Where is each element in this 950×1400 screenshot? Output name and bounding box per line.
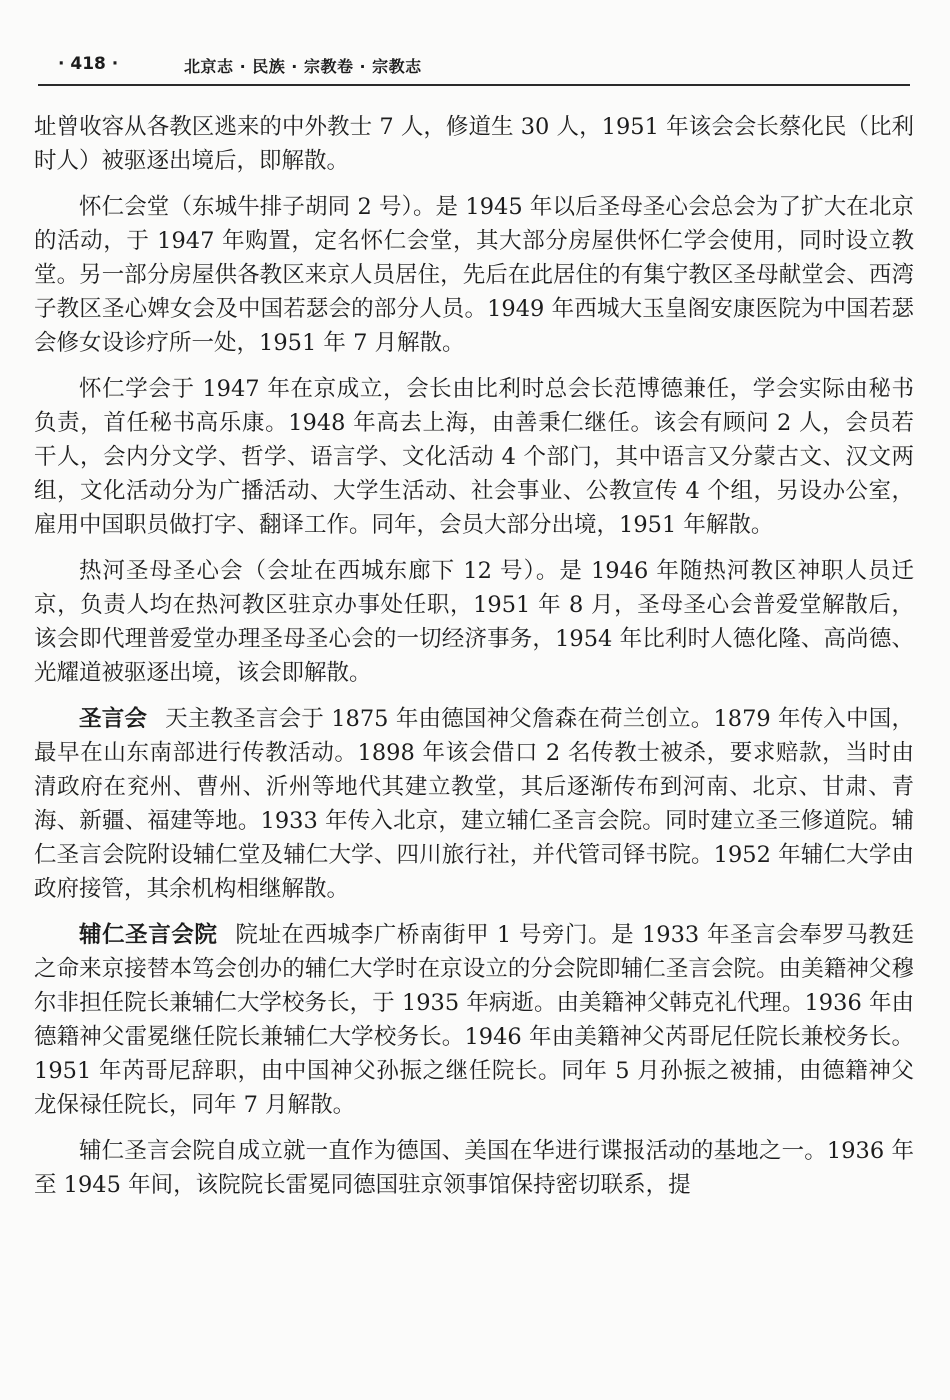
paragraph-huairen-society xyxy=(34,372,914,542)
paragraph-rehe-cicm xyxy=(34,554,914,690)
paragraph-text: 怀仁会堂（东城牛排子胡同 2 号）。是 1945 年以后圣母圣心会总会为了扩大在北京的活动，于 1947 年购置，定名怀仁会堂，其大部分房屋供怀仁学会使用，同时设立教堂。另一部分房屋供各教区来京人员居住，先后在此居住的有集宁教区圣母献堂会、西湾子教区圣心婢女会及中国若瑟会的部分人员。1949 年西城大玉皇阁安康医院为中国若瑟会修女设诊疗所一处，1951 年 7 月解散。 xyxy=(34,194,914,356)
page-header xyxy=(38,48,910,86)
paragraph-huairen-hall xyxy=(34,190,914,360)
paragraph-continuation xyxy=(34,110,914,178)
paragraph-text: 院址在西城李广桥南街甲 1 号旁门。是 1933 年圣言会奉罗马教廷之命来京接替本笃会创办的辅仁大学时在京设立的分会院即辅仁圣言会院。由美籍神父穆尔非担任院长兼辅仁大学校务长，于 1935 年病逝。由美籍神父韩克礼代理。1936 年由德籍神父雷冕继任院长兼辅仁大学校务长。1946 年由美籍神父芮哥尼任院长兼校务长。1951 年芮哥尼辞职，由中国神父孙振之继任院长。同年 5 月孙振之被捕，由德籍神父龙保禄任院长，同年 7 月解散。 xyxy=(34,922,914,1118)
section-heading: 辅仁圣言会院 xyxy=(79,922,218,948)
paragraph-text: 怀仁学会于 1947 年在京成立，会长由比利时总会长范博德兼任，学会实际由秘书负责，首任秘书高乐康。1948 年高去上海，由善秉仁继任。该会有顾问 2 人，会员若干人，会内分文学、哲学、语言学、文化活动 4 个部门，其中语言又分蒙古文、汉文两组，文化活动分为广播活动、大学生活动、社会事业、公教宣传 4 个组，另设办公室，雇用中国职员做打字、翻译工作。同年，会员大部分出境，1951 年解散。 xyxy=(34,376,914,538)
paragraph-text: 辅仁圣言会院自成立就一直作为德国、美国在华进行谍报活动的基地之一。1936 年至 1945 年间，该院院长雷冕同德国驻京领事馆保持密切联系，提 xyxy=(34,1138,914,1198)
section-heading: 圣言会 xyxy=(79,706,148,732)
running-title: 北京志 · 民族 · 宗教卷 · 宗教志 xyxy=(184,57,422,76)
paragraph-intelligence-base xyxy=(34,1134,914,1202)
paragraph-svd xyxy=(34,702,914,906)
body-text xyxy=(34,110,914,1214)
paragraph-text: 址曾收容从各教区逃来的中外教士 7 人，修道生 30 人，1951 年该会会长蔡化民（比利时人）被驱逐出境后，即解散。 xyxy=(34,114,914,174)
paragraph-furen-svd-house xyxy=(34,918,914,1122)
page-number: · 418 · xyxy=(58,54,119,74)
paragraph-text: 天主教圣言会于 1875 年由德国神父詹森在荷兰创立。1879 年传入中国，最早在山东南部进行传教活动。1898 年该会借口 2 名传教士被杀，要求赔款，当时由清政府在兖州、曹州、沂州等地代其建立教堂，其后逐渐传布到河南、北京、甘肃、青海、新疆、福建等地。1933 年传入北京，建立辅仁圣言会院。同时建立圣三修道院。辅仁圣言会院附设辅仁堂及辅仁大学、四川旅行社，并代管司铎书院。1952 年辅仁大学由政府接管，其余机构相继解散。 xyxy=(34,706,914,902)
paragraph-text: 热河圣母圣心会（会址在西城东廊下 12 号）。是 1946 年随热河教区神职人员迁京，负责人均在热河教区驻京办事处任职，1951 年 8 月，圣母圣心会普爱堂解散后，该会即代理普爱堂办理圣母圣心会的一切经济事务，1954 年比利时人德化隆、高尚德、光耀道被驱逐出境，该会即解散。 xyxy=(34,558,914,686)
